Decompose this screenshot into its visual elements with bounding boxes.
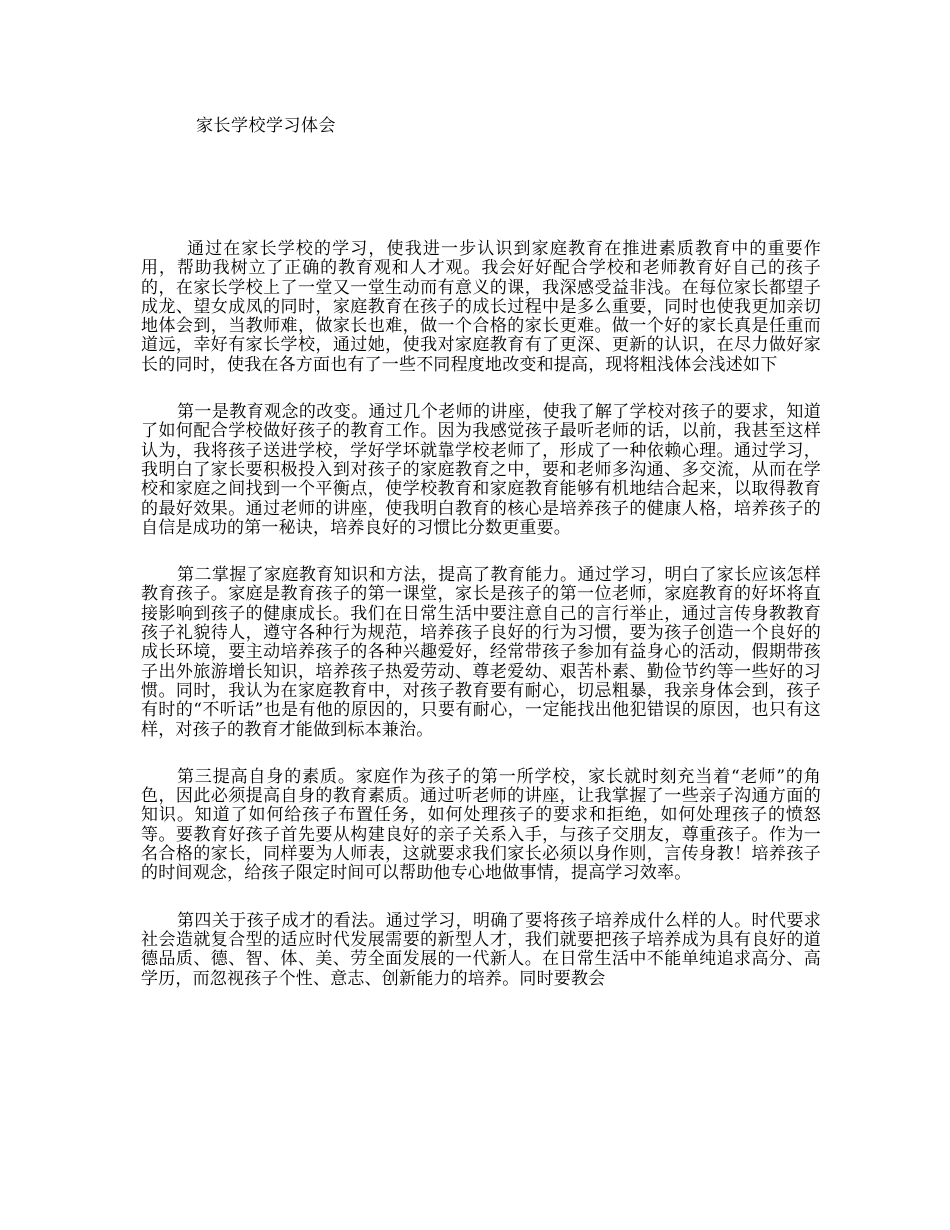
paragraph-point-three: 第三提高自身的素质。家庭作为孩子的第一所学校，家长就时刻充当着“老师”的角色，因此必须提高自身的教育素质。通过听老师的讲座，让我掌握了一些亲子沟通方面的知识。知道了如何给孩子布置任务，如何处理孩子的要求和拒绝，如何处理孩子的愤怒等。要教育好孩子首先要从构建良好的亲子关系入手，与孩子交朋友，尊重孩子。作为一名合格的家长，同样要为人师表，这就要求我们家长必须以身作则，言传身教！培养孩子的时间观念，给孩子限定时间可以帮助他专心地做事情，提高学习效率。 <box>141 766 821 884</box>
document-body <box>141 240 821 1017</box>
paragraph-point-four: 第四关于孩子成才的看法。通过学习，明确了要将孩子培养成什么样的人。时代要求社会造就复合型的适应时代发展需要的新型人才，我们就要把孩子培养成为具有良好的道德品质、德、智、体、美、劳全面发展的一代新人。在日常生活中不能单纯追求高分、高学历，而忽视孩子个性、意志、创新能力的培养。同时要教会 <box>141 910 821 989</box>
document-title: 家长学校学习体会 <box>196 116 336 136</box>
paragraph-intro: 通过在家长学校的学习，使我进一步认识到家庭教育在推进素质教育中的重要作用，帮助我树立了正确的教育观和人才观。我会好好配合学校和老师教育好自己的孩子的，在家长学校上了一堂又一堂生动而有意义的课，我深感受益非浅。在每位家长都望子成龙、望女成凤的同时，家庭教育在孩子的成长过程中是多么重要，同时也使我更加亲切地体会到，当教师难，做家长也难，做一个合格的家长更难。做一个好的家长真是任重而道远，幸好有家长学校，通过她，使我对家庭教育有了更深、更新的认识，在尽力做好家长的同时，使我在各方面也有了一些不同程度地改变和提高，现将粗浅体会浅述如下 <box>141 239 821 375</box>
paragraph-point-one: 第一是教育观念的改变。通过几个老师的讲座，使我了解了学校对孩子的要求，知道了如何配合学校做好孩子的教育工作。因为我感觉孩子最听老师的话，以前，我甚至这样认为，我将孩子送进学校，学好学坏就靠学校老师了，形成了一种依赖心理。通过学习，我明白了家长要积极投入到对孩子的家庭教育之中，要和老师多沟通、多交流，从而在学校和家庭之间找到一个平衡点，使学校教育和家庭教育能够有机地结合起来，以取得教育的最好效果。通过老师的讲座，使我明白教育的核心是培养孩子的健康人格，培养孩子的自信是成功的第一秘诀，培养良好的习惯比分数更重要。 <box>141 402 821 538</box>
paragraph-point-two: 第二掌握了家庭教育知识和方法，提高了教育能力。通过学习，明白了家长应该怎样教育孩子。家庭是教育孩子的第一课堂，家长是孩子的第一位老师，家庭教育的好坏将直接影响到孩子的健康成长。我们在日常生活中要注意自己的言行举止，通过言传身教教育孩子礼貌待人，遵守各种行为规范，培养孩子良好的行为习惯，要为孩子创造一个良好的成长环境，要主动培养孩子的各种兴趣爱好，经常带孩子参加有益身心的活动，假期带孩子出外旅游增长知识，培养孩子热爱劳动、尊老爱幼、艰苦朴素、勤俭节约等一些好的习惯。同时，我认为在家庭教育中，对孩子教育要有耐心，切忌粗暴，我亲身体会到，孩子有时的“不听话”也是有他的原因的，只要有耐心，一定能找出他犯错误的原因，也只有这样，对孩子的教育才能做到标本兼治。 <box>141 565 821 740</box>
